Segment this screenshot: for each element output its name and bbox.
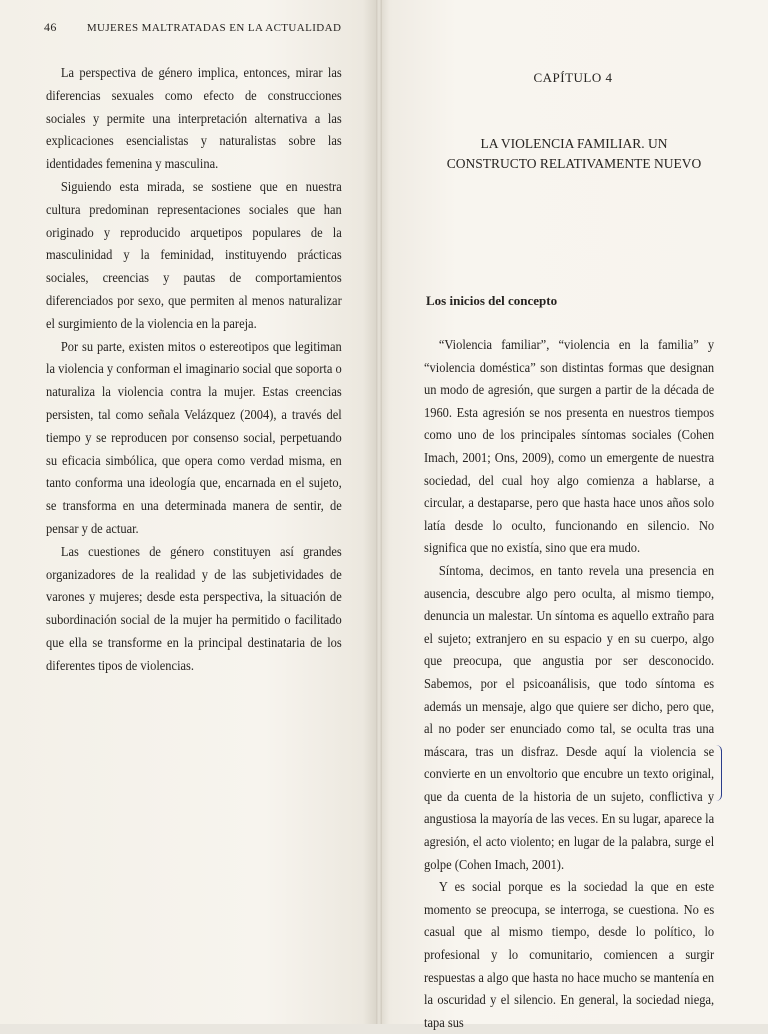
paragraph: La perspectiva de género implica, entonces, mirar las diferencias sexuales como efecto de construcciones sociales y permite una interpretación alternativa a las explicaciones esencialistas y naturalistas sobre las identidades femenina y masculina. xyxy=(46,65,342,172)
paragraph: Síntoma, decimos, en tanto revela una presencia en ausencia, descubre algo pero oculta, al mismo tiempo, denuncia un malestar. Un síntoma es aquello extraño para el sujeto; extranjero en su espacio y en su cuerpo, algo que preocupa, que angustia por ser desconocido. Sabemos, por el psicoanálisis, que todo síntoma es además un mensaje, algo que quiere ser dicho, pero que, al no poder ser enunciado como tal, se oculta tras una máscara, tras un disfraz. Desde aquí la violencia se convierte en un envoltorio que encubre un texto original, que da cuenta de la historia de un sujeto, conflictiva y angustiosa la mayoría de las veces. En su lugar, aparece la agresión, el acto violento; en lugar de la palabra, surge el golpe (Cohen Imach, 2001). xyxy=(424,562,715,872)
left-body-text xyxy=(46,62,342,678)
running-head-title: MUJERES MALTRATADAS EN LA ACTUALIDAD xyxy=(86,22,342,34)
section-heading: Los inicios del concepto xyxy=(426,293,558,308)
paragraph: Por su parte, existen mitos o estereotipos que legitiman la violencia y conforman el imaginario social que soporta o naturaliza la violencia contra la mujer. Estas creencias persisten, tal como señala Velázquez (2004), a través del tiempo y se reproducen por consenso social, perpetuando su eficacia simbólica, que opera como verdad misma, en tanto conforma una ideología que, encarnada en el sujeto, se transforma en una determinada manera de sentir, de pensar y de actuar. xyxy=(46,338,342,536)
running-head xyxy=(44,20,344,35)
paragraph: “Violencia familiar”, “violencia en la familia” y “violencia doméstica” son distintas formas que designan un modo de agresión, que surgen a partir de la década de 1960. Esta agresión se nos presenta en nuestros tiempos como uno de los principales síntomas sociales (Cohen Imach, 2001; Ons, 2009), como un emergente de nuestra sociedad, del cual hoy algo comienza a hablarse, a circular, a destaparse, pero que hasta hace unos años solo latía desde lo oculto, funcionando en silencio. No significa que no existía, sino que era mudo. xyxy=(424,337,715,556)
chapter-label: CAPÍTULO 4 xyxy=(533,70,613,85)
paragraph: Siguiendo esta mirada, se sostiene que en nuestra cultura predominan representaciones sociales que han originado y reproducido arquetipos populares de la masculinidad y la feminidad, instituyendo prácticas sociales, creencias y pautas de comportamientos diferenciados por sexo, que permiten al menos naturalizar el surgimiento de la violencia en la pareja. xyxy=(46,178,342,331)
right-body-text xyxy=(424,334,714,1034)
pen-bracket-mark xyxy=(713,745,722,801)
paragraph: Las cuestiones de género constituyen así grandes organizadores de la realidad y de las subjetividades de varones y mujeres; desde esta perspectiva, la situación de subordinación social de la mujer ha permitido o facilitado que ella se transforme en la principal destinataria de los diferentes tipos de violencias. xyxy=(46,543,342,673)
book-gutter xyxy=(376,0,382,1024)
paragraph: Y es social porque es la sociedad la que en este momento se preocupa, se interroga, se cuestiona. No es casual que al mismo tiempo, desde lo político, lo profesional y lo comunitario, comiencen a surgir respuestas a algo que hasta no hace mucho se mantenía en la oscuridad y el silencio. En general, la sociedad niega, tapa sus xyxy=(424,879,715,1030)
page-number: 46 xyxy=(44,20,57,34)
chapter-title: LA VIOLENCIA FAMILIAR. UN CONSTRUCTO RELATIVAMENTE NUEVO xyxy=(446,136,702,171)
